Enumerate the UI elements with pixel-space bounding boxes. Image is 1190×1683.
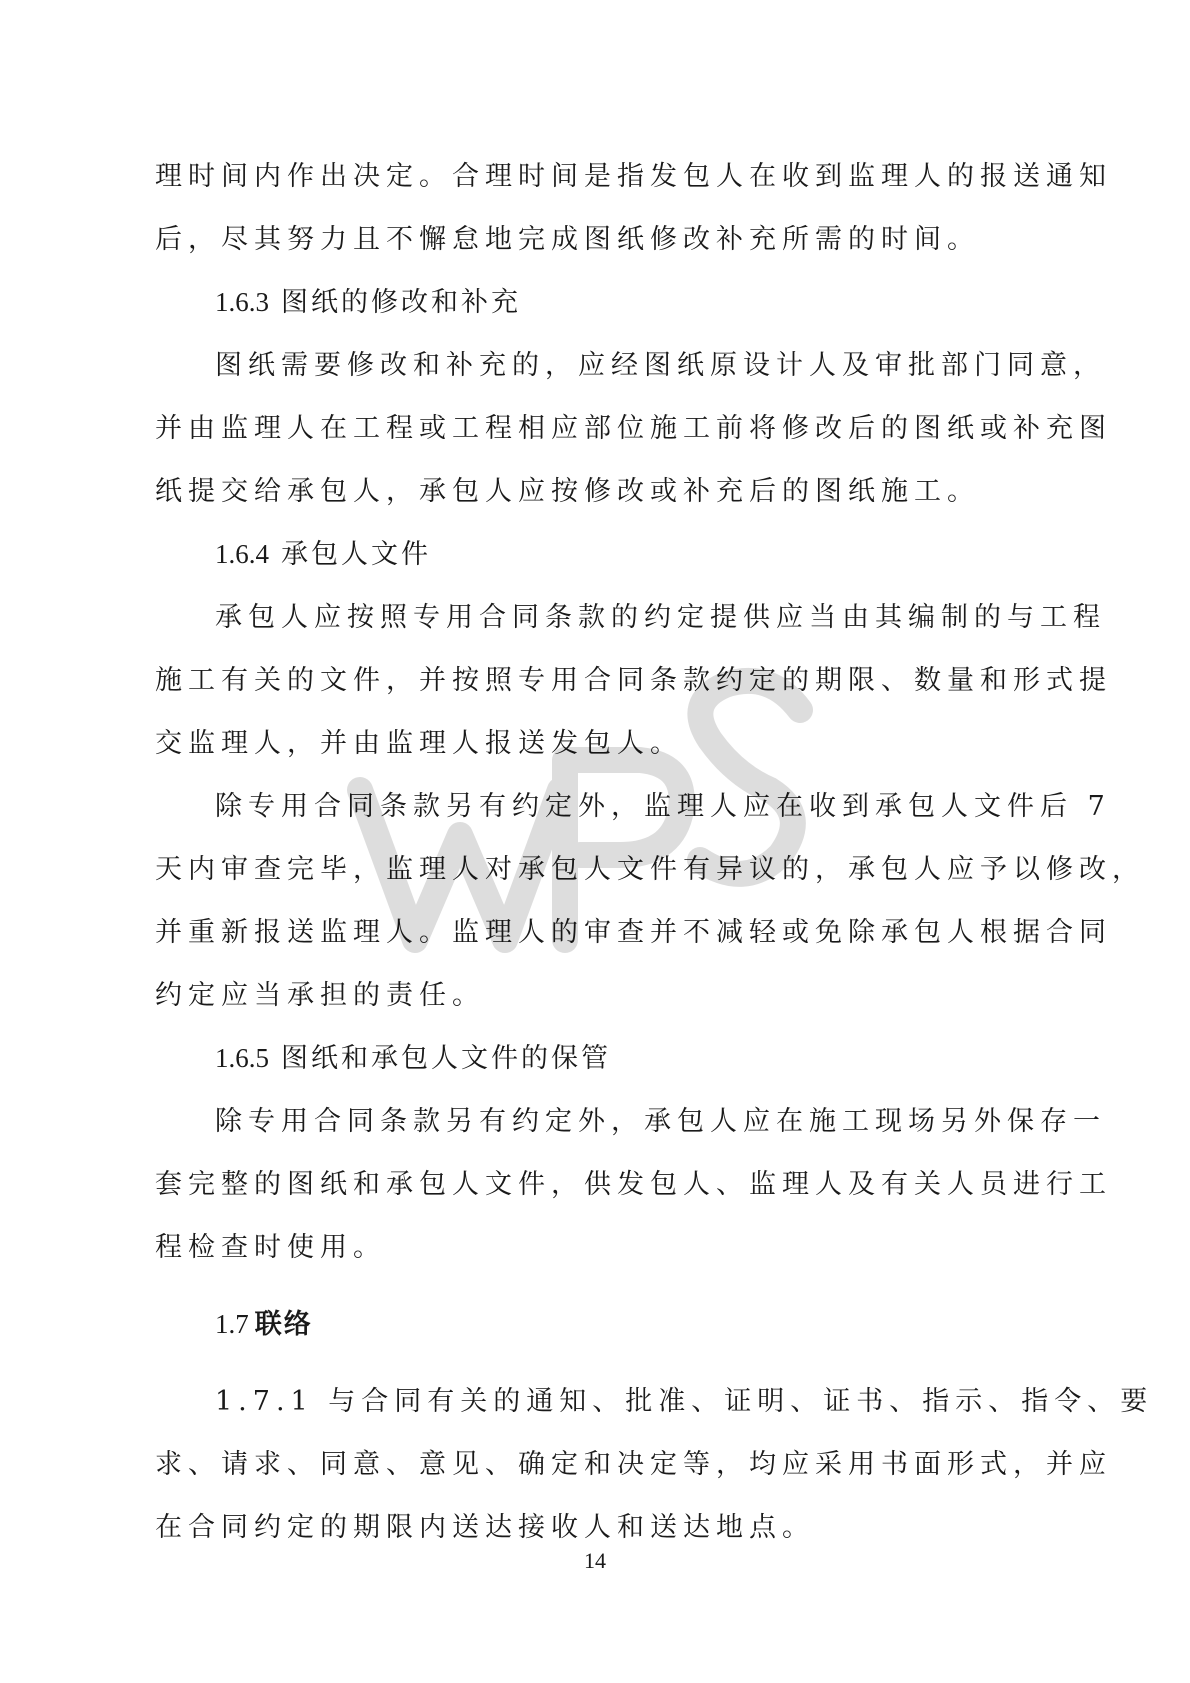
subsection-heading [155, 1027, 1035, 1090]
paragraph-line: 除专用合同条款另有约定外，承包人应在施工现场另外保存一 [215, 1106, 1106, 1137]
paragraph-line: 并由监理人在工程或工程相应部位施工前将修改后的图纸或补充图 [155, 413, 1112, 444]
subsection-number: 1.6.3 [215, 287, 269, 317]
subsection-heading [155, 523, 1035, 586]
paragraph-line: 除专用合同条款另有约定外，监理人应在收到承包人文件后 7 [215, 791, 1111, 822]
paragraph-line: 施工有关的文件，并按照专用合同条款约定的期限、数量和形式提 [155, 665, 1112, 696]
paragraph-line: 天内审查完毕，监理人对承包人文件有异议的，承包人应予以修改， [155, 854, 1145, 885]
subsection-title: 图纸和承包人文件的保管 [281, 1043, 611, 1074]
section-heading [155, 1293, 1035, 1356]
paragraph-line: 在合同约定的期限内送达接收人和送达地点。 [155, 1512, 815, 1543]
subsection-number: 1.6.4 [215, 539, 269, 569]
subsection-title: 图纸的修改和补充 [281, 287, 521, 318]
paragraph-line: 套完整的图纸和承包人文件，供发包人、监理人及有关人员进行工 [155, 1169, 1112, 1200]
subsection-title: 承包人文件 [281, 539, 431, 570]
section-number: 1.7 [215, 1309, 249, 1339]
page-number: 14 [584, 1548, 606, 1573]
paragraph-line: 纸提交给承包人，承包人应按修改或补充后的图纸施工。 [155, 476, 980, 507]
page-content [155, 145, 1154, 1559]
section-title: 联络 [254, 1309, 313, 1340]
paragraph-line: 理时间内作出决定。合理时间是指发包人在收到监理人的报送通知 [155, 161, 1112, 192]
paragraph-line: 1.7.1 与合同有关的通知、批准、证明、证书、指示、指令、要 [215, 1386, 1154, 1417]
subsection-heading [155, 271, 1035, 334]
paragraph-line: 约定应当承担的责任。 [155, 980, 485, 1011]
paragraph-line: 交监理人，并由监理人报送发包人。 [155, 728, 683, 759]
paragraph-line: 程检查时使用。 [155, 1232, 386, 1263]
paragraph-line: 图纸需要修改和补充的，应经图纸原设计人及审批部门同意， [215, 350, 1106, 381]
subsection-number: 1.6.5 [215, 1043, 269, 1073]
paragraph-line: 承包人应按照专用合同条款的约定提供应当由其编制的与工程 [215, 602, 1106, 633]
paragraph-line: 后，尽其努力且不懈怠地完成图纸修改补充所需的时间。 [155, 224, 980, 255]
paragraph-line: 并重新报送监理人。监理人的审查并不减轻或免除承包人根据合同 [155, 917, 1112, 948]
paragraph-line: 求、请求、同意、意见、确定和决定等，均应采用书面形式，并应 [155, 1449, 1112, 1480]
